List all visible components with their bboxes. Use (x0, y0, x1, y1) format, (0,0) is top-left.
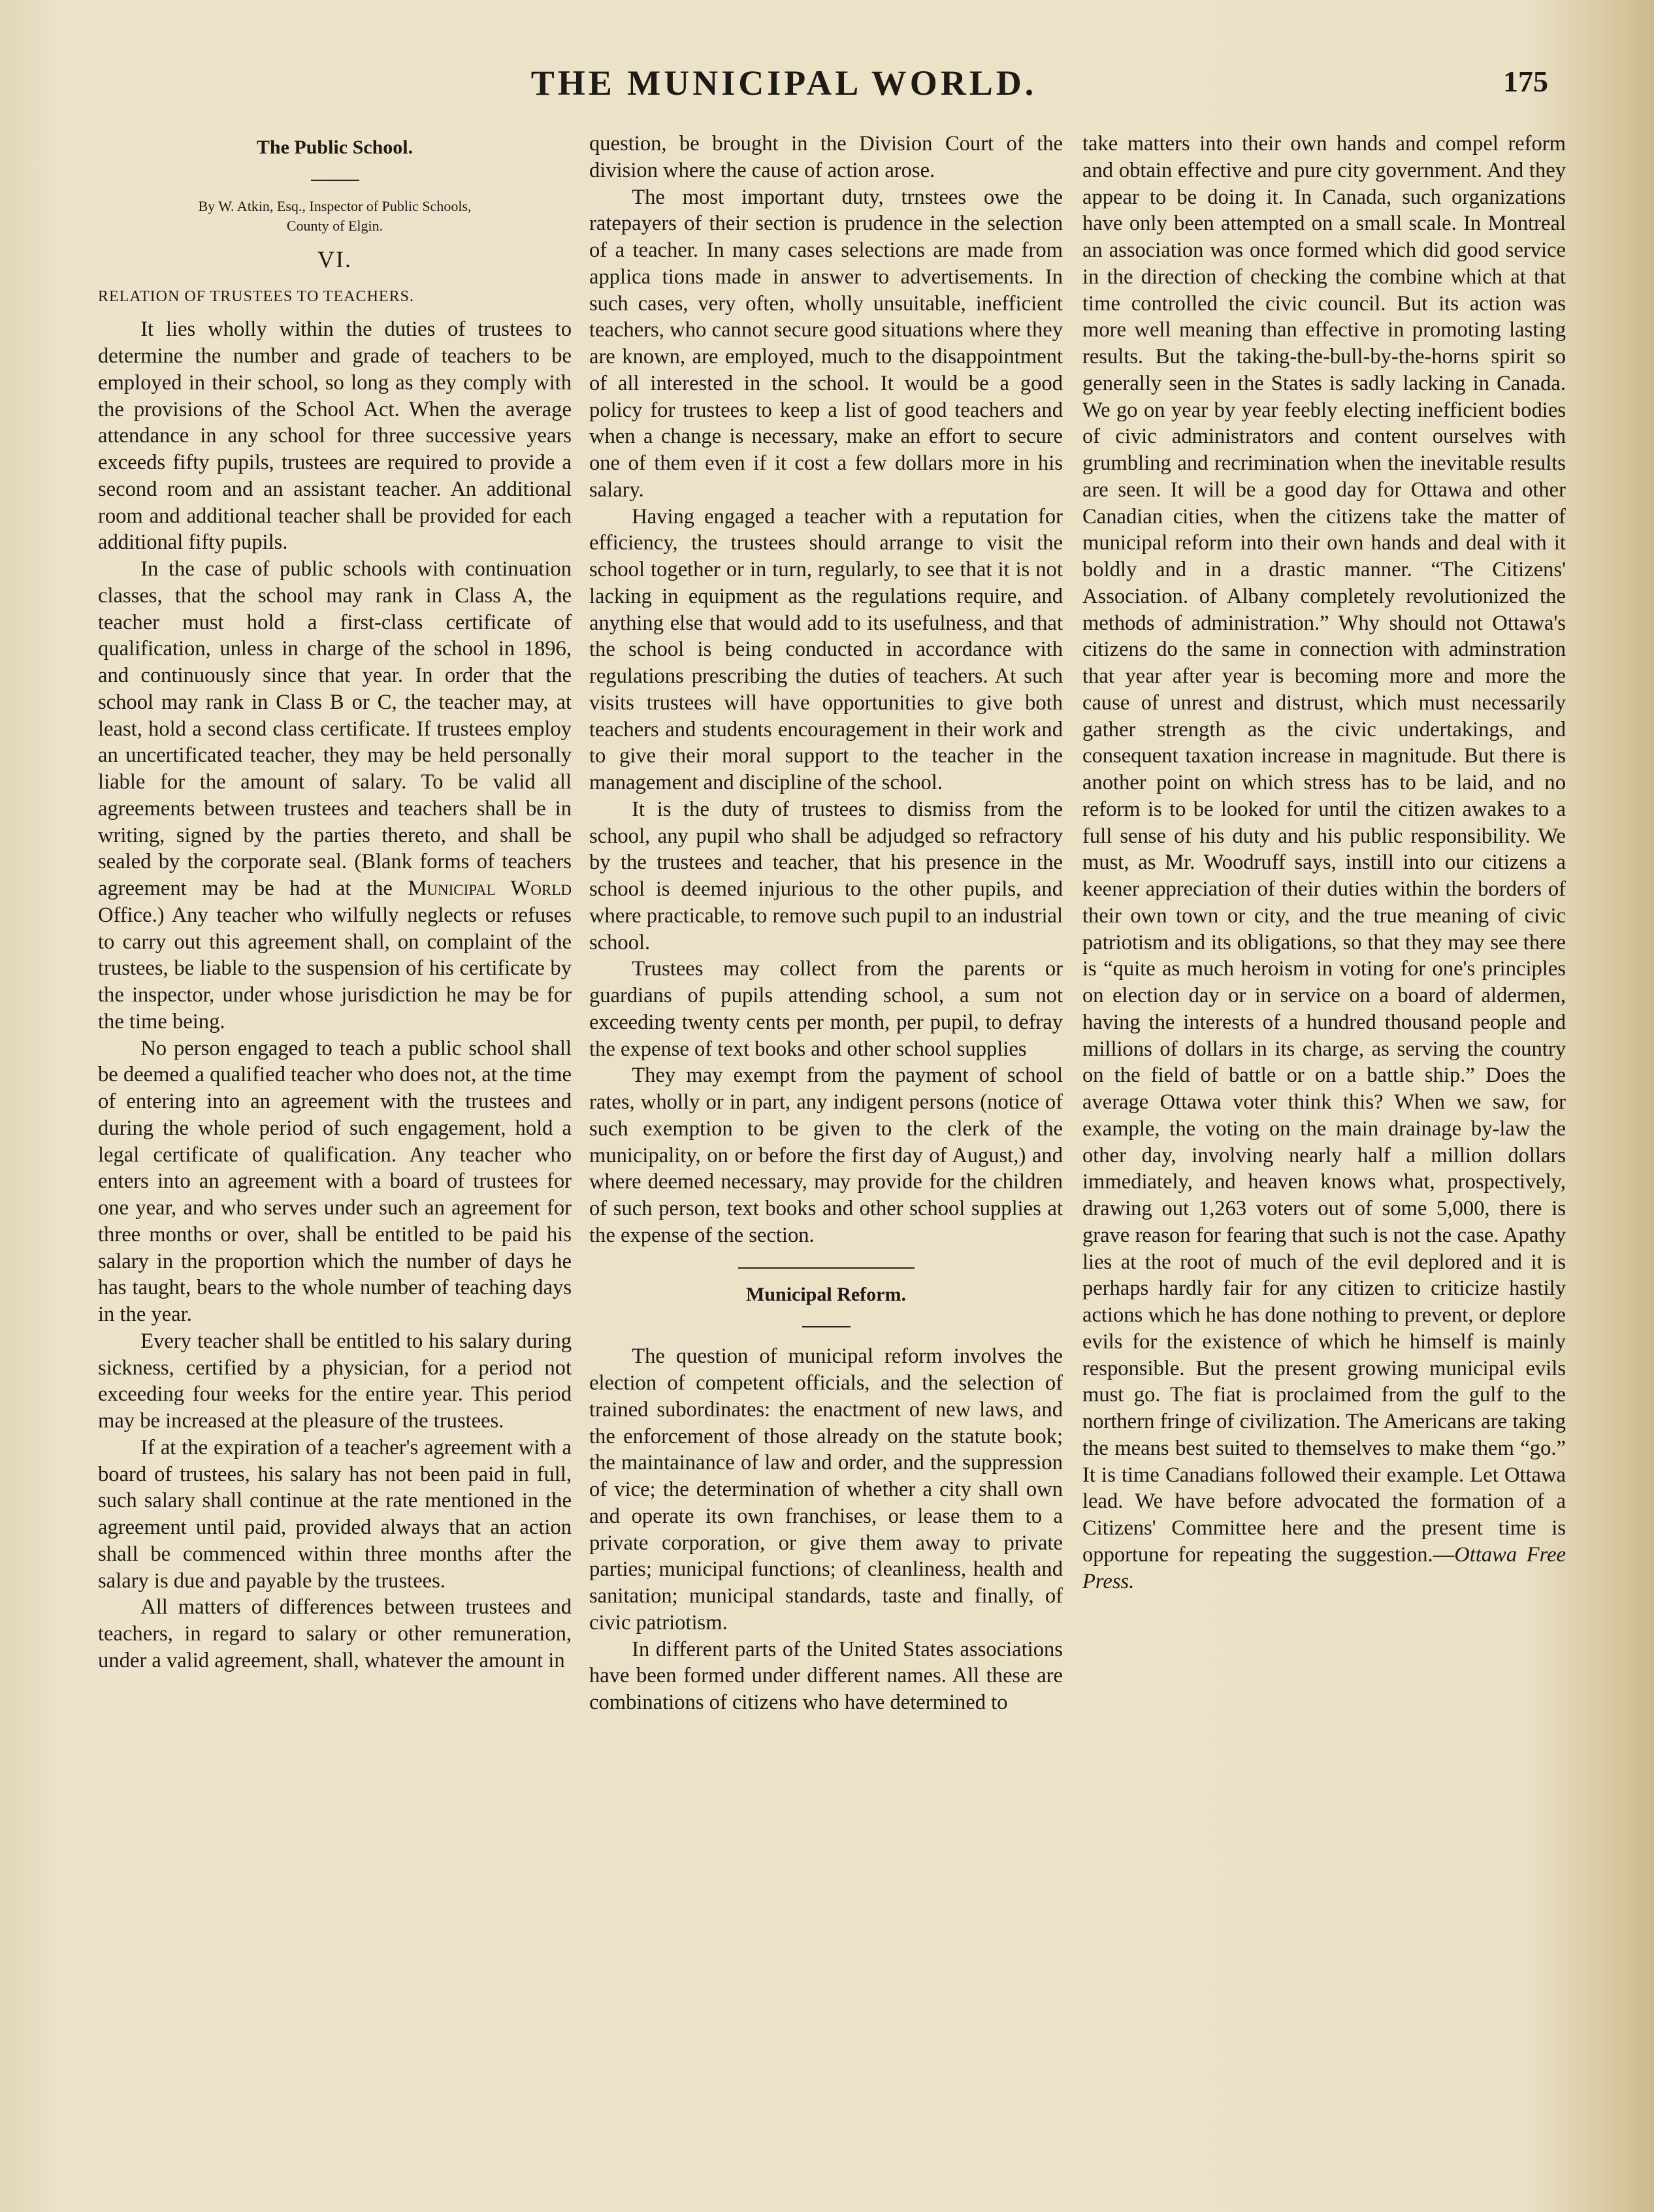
paragraph: If at the expiration of a teacher's agreement with a board of trustees, his salary has not been paid in full, such salary shall continue at the rate mentioned in the agreement until paid, provided always that an action shall be commenced within three months after the salary is due and payable by the trustees. (98, 1435, 572, 1593)
paragraph: The question of municipal reform involves the election of competent officials, and the selection of trained subordinates: the enactment of new laws, and the enforcement of those already on the statute book; the maintainance of law and order, and the suppression of vice; the determination of whether a city shall own and operate its own franchises, or lease them to a private corporation, or give them away to private parties; municipal functions; of cleanliness, health and sanitation; municipal standards, taste and finally, of civic patriotism. (589, 1344, 1063, 1635)
paragraph: question, be brought in the Division Court of the division where the cause of action arose. (589, 132, 1063, 182)
paragraph-text: In the case of public schools with continuation classes, that the school may rank in Class A, the teacher must hold a first-class certificate of qualification, unless in charge of the school in 1896, and continuously since that year. In order that the school may rank in Class B or C, the teacher may, at least, hold a second class certificate. If trustees employ an uncertificated teacher, they may be held personally liable for the amount of salary. To be valid all agreements between trustees and teachers shall be in writing, signed by the parties thereto, and shall be sealed by the corporate seal. (Blank forms of teachers agreement may be had at the (98, 557, 572, 900)
column-1 (98, 131, 572, 1674)
article-title-public-school: The Public School. (256, 137, 413, 158)
page-header (0, 63, 1568, 115)
paragraph: Having engaged a teacher with a reputation for efficiency, the trustees should arrange to visit the school together or in turn, regularly, to see that it is not lacking in equipment as the regulations require, and anything else that would add to its usefulness, and that the school is being conducted in accordance with regulations prescribing the duties of teachers. At such visits trustees will have opportunities to give both teachers and students encouragement in their work and to give their moral support to the teacher in the management and discipline of the school. (589, 504, 1063, 794)
paragraph: All matters of differences between trustees and teachers, in regard to salary or other remuneration, under a valid agreement, shall, whatever the amount in (98, 1595, 572, 1672)
title-rule (311, 180, 359, 181)
paragraph-text: Office.) Any teacher who wilfully neglects or refuses to carry out this agreement shall, on complaint of the trustees, be liable to the suspension of his certificate by the inspector, under whose jurisdiction he may be for the time being. (98, 903, 572, 1033)
paragraph: The most important duty, trnstees owe the ratepayers of their section is prudence in the selection of a teacher. In many cases selections are made from applica tions made in answer to advertisements. In such cases, very often, wholly unsuitable, inefficient teachers, who cannot secure good situations where they are known, are employed, much to the disappointment of all interested in the school. It would be a good policy for trustees to keep a list of good teachers and when a change is necessary, make an effort to secure one of them even if it cost a few dollars more in his salary. (589, 185, 1063, 502)
byline-county: County of Elgin. (286, 217, 383, 234)
paragraph-text: take matters into their own hands and compel reform and obtain effective and pure city government. And they appear to be doing it. In Canada, such organizations have only been attempted on a small scale. In Montreal an association was once formed which did good service in the direction of checking the combine which at that time controlled the civic council. But its action was more well meaning than effective in promoting lasting results. But the taking-the-bull-by-the-horns spirit so generally seen in the States is sadly lacking in Canada. We go on year by year feebly electing inefficient bodies of civic administrators and content ourselves with grumbling and recrimination when the inevitable results are seen. It will be a good day for Ottawa and other Canadian cities, when the citizens take the matter of municipal reform into their own hands and deal with it boldly and in a drastic manner. “The Citizens' Association. of Albany completely revolutionized the methods of administration.” Why should not Ottawa's citizens do the same in connection with adminstration that year after year is becoming more and more the cause of unrest and distrust, which must necessarily gather strength as the civic undertakings, and consequent taxation increase in magnitude. But there is another point on which stress has to be laid, and no reform is to be looked for until the citizen awakes to a full sense of his duty and his public responsibility. We must, as Mr. Woodruff says, instill into our citizens a keener appreciation of their duties within the borders of their own town or city, and the true meaning of civic patriotism and its obligations, so that they may see there is “quite as much heroism in voting for one's principles on election day or in service on a board of aldermen, having the interests of a hundred thousand people and millions of dollars in its charge, as serving the country on the field of battle or on a battle ship.” Does the average Ottawa voter think this? When we saw, for example, the voting on the main drainage by-law the other day, involving nearly half a million dollars immediately, and heaven knows what, prospectively, drawing out 1,263 voters out of some 5,000, there is grave reason for fearing that such is not the case. Apathy lies at the root of much of the evil deplored and it is perhaps hardly fair for any citizen to criticize hastily actions which he has done nothing to prevent, or deplore evils for the existence of which he himself is mainly responsible. But the present growing municipal evils must go. The fiat is proclaimed from the gulf to the northern fringe of civilization. The Americans are taking the means best suited to themselves to make them “go.” It is time Canadians followed their example. Let Ottawa lead. We have before advocated the formation of a Citizens' Committee here and the present time is opportune for repeating the suggestion.— (1082, 132, 1566, 1567)
part-number: VI. (317, 246, 352, 272)
column-2 (589, 131, 1063, 1716)
publication-name: Municipal World (408, 877, 572, 900)
title-rule (802, 1326, 851, 1327)
byline (98, 197, 572, 236)
article-title-municipal-reform: Municipal Reform. (746, 1283, 906, 1305)
column-3 (1082, 131, 1566, 1595)
paragraph: They may exempt from the payment of school rates, wholly or in part, any indigent persons (notice of such exemption to be given to the clerk of the municipality, on or before the first day of August,) and where deemed necessary, may provide for the children of such person, text books and other school supplies at the expense of the section. (589, 1064, 1063, 1247)
page-number: 175 (1503, 65, 1548, 98)
paragraph: In different parts of the United States associations have been formed under different names. All these are combinations of citizens who have determined to (589, 1637, 1063, 1714)
section-divider (738, 1267, 915, 1269)
paragraph: Every teacher shall be entitled to his salary during sickness, certified by a physician, for a period not exceeding four weeks for the entire year. This period may be increased at the pleasure of the trustees. (98, 1329, 572, 1433)
paragraph: Trustees may collect from the parents or guardians of pupils attending school, a sum not exceeding twenty cents per month, per pupil, to defray the expense of text books and other school supplies (589, 957, 1063, 1061)
byline-author: By W. Atkin, Esq., Inspector of Public Schools, (198, 197, 472, 214)
source-credit: Ottawa Free Press. (1082, 1542, 1566, 1593)
paragraph (1082, 131, 1566, 1595)
running-title: THE MUNICIPAL WORLD. (530, 63, 1037, 103)
paragraph (98, 556, 572, 1035)
paragraph: It is the duty of trustees to dismiss from the school, any pupil who shall be adjudged so refractory by the trustees and teacher, that his presence in the school is deemed injurious to the other pupils, and where practicable, to remove such pupil to an industrial school. (589, 797, 1063, 954)
paragraph: It lies wholly within the duties of trustees to determine the number and grade of teachers to be employed in their school, so long as they comply with the provisions of the School Act. When the average attendance in any school for three successive years exceeds fifty pupils, trustees are required to provide a second room and an assistant teacher. An additional room and additional teacher shall be provided for each additional fifty pupils. (98, 317, 572, 555)
section-subhead: RELATION OF TRUSTEES TO TEACHERS. (98, 287, 414, 305)
paragraph: No person engaged to teach a public school shall be deemed a qualified teacher who does not, at the time of entering into an agreement with the trustees and during the whole period of such engagement, hold a legal certificate of qualification. Any teacher who enters into an agreement with a board of trustees for one year, and who serves under such an agreement for three months or over, shall be entitled to be paid his salary in the proportion which the number of days he has taught, bears to the whole number of teaching days in the year. (98, 1036, 572, 1326)
